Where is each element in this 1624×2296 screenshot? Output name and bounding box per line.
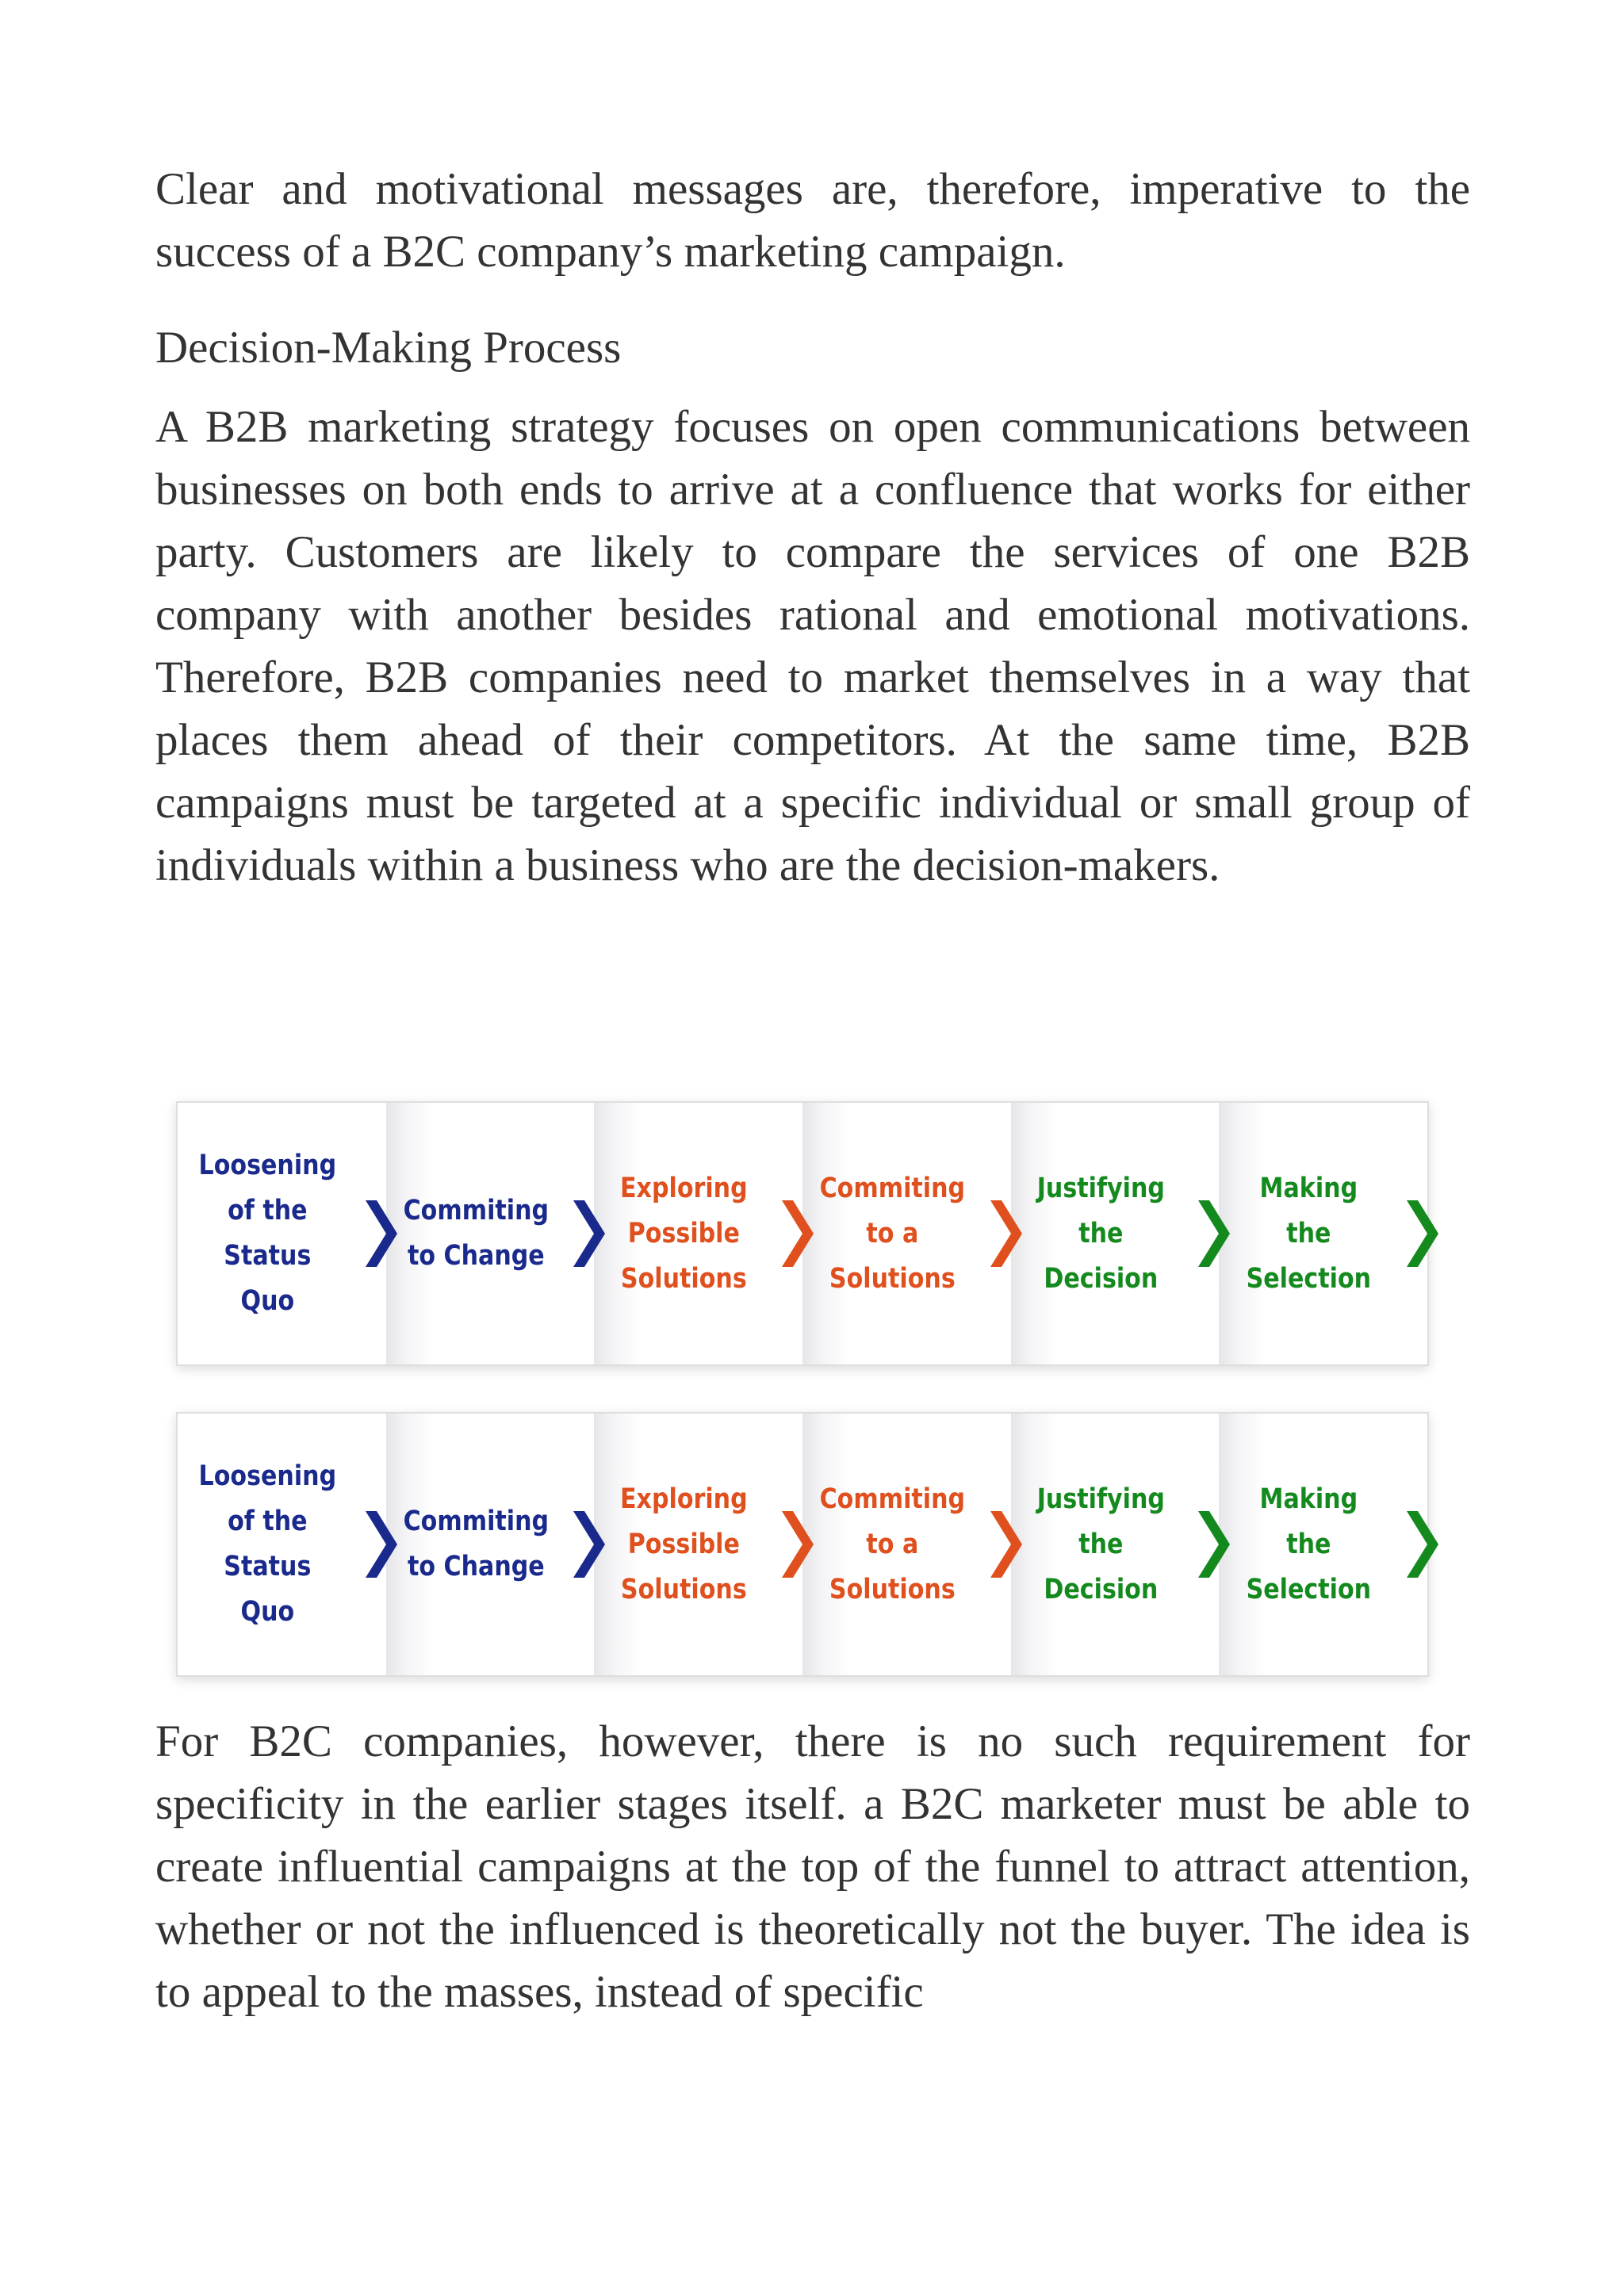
process-step	[1219, 1103, 1427, 1364]
section-heading: Decision-Making Process	[155, 323, 622, 373]
process-step-label: Commiting to a Solutions	[819, 1172, 966, 1295]
chevron-right-icon	[1198, 1511, 1230, 1578]
process-step	[1219, 1414, 1427, 1675]
process-step-label: Making the Selection	[1246, 1483, 1372, 1605]
chevron-right-icon	[782, 1200, 814, 1267]
process-step	[594, 1414, 802, 1675]
intro-paragraph: Clear and motivational messages are, therefore, imperative to the success of a B2C company’s marketing campaign.	[155, 164, 1470, 277]
process-step-label: Justifying the Decision	[1036, 1483, 1165, 1605]
decision-process-diagram-duplicate	[176, 1412, 1429, 1677]
b2c-paragraph: For B2C companies, however, there is no such requirement for specificity in the earlier stages itself. a B2C marketer must be able to create influential campaigns at the top of the funnel to attract attention, whether or not the influenced is theoretically not the buyer. The idea is to appeal to the masses, instead of specific	[155, 1716, 1470, 2017]
chevron-right-icon	[1407, 1511, 1438, 1578]
chevron-right-icon	[782, 1511, 814, 1578]
chevron-right-icon	[366, 1200, 397, 1267]
chevron-right-icon	[990, 1200, 1022, 1267]
chevron-right-icon	[573, 1511, 605, 1578]
decision-process-diagram	[176, 1101, 1429, 1366]
process-step	[1011, 1414, 1220, 1675]
process-step	[802, 1414, 1011, 1675]
chevron-right-icon	[573, 1200, 605, 1267]
chevron-right-icon	[366, 1511, 397, 1578]
process-step-label: Justifying the Decision	[1036, 1172, 1165, 1295]
process-step	[802, 1103, 1011, 1364]
chevron-right-icon	[1198, 1200, 1230, 1267]
process-step-label: Exploring Possible Solutions	[620, 1172, 749, 1295]
process-step-label: Loosening of the Status Quo	[198, 1150, 337, 1317]
process-step	[178, 1103, 386, 1364]
b2b-paragraph: A B2B marketing strategy focuses on open communications between businesses on both ends to arrive at a confluence that works for either party. Customers are likely to compare the services of one B2B company with another besides rational and emotional motivations. Therefore, B2B companies need to market themselves in a way that places them ahead of their competitors. At the same time, B2B campaigns must be targeted at a specific individual or small group of individuals within a business who are the decision-makers.	[155, 402, 1470, 890]
chevron-right-icon	[1407, 1200, 1438, 1267]
process-step-label: Commiting to Change	[403, 1195, 549, 1272]
process-step-label: Commiting to Change	[403, 1506, 549, 1582]
process-step	[594, 1103, 802, 1364]
process-step	[1011, 1103, 1220, 1364]
process-step	[386, 1103, 595, 1364]
process-step	[178, 1414, 386, 1675]
process-step-label: Commiting to a Solutions	[819, 1483, 966, 1605]
process-step	[386, 1414, 595, 1675]
process-step-label: Loosening of the Status Quo	[198, 1460, 337, 1628]
chevron-right-icon	[990, 1511, 1022, 1578]
process-step-label: Making the Selection	[1246, 1172, 1372, 1295]
process-step-label: Exploring Possible Solutions	[620, 1483, 749, 1605]
